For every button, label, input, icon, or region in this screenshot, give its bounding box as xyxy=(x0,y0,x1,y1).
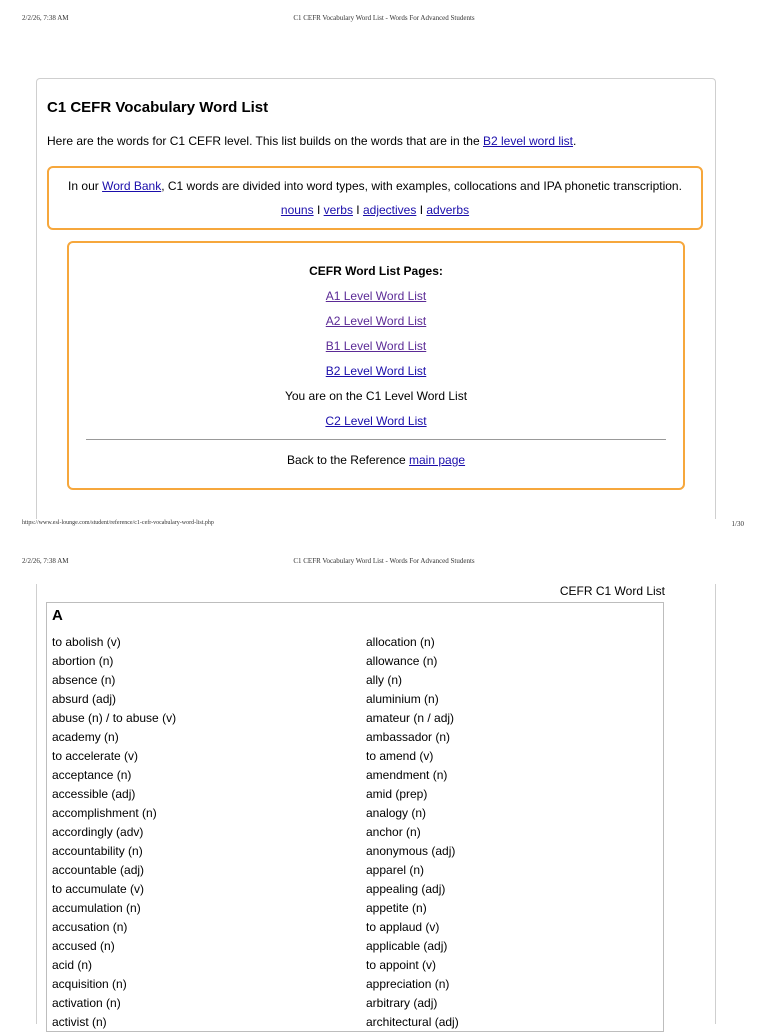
adverbs-link[interactable]: adverbs xyxy=(426,203,470,217)
print-page-number: 1/30 xyxy=(731,520,744,528)
word-entry: to accelerate (v) xyxy=(52,749,139,763)
word-entry: accountable (adj) xyxy=(52,863,145,877)
word-entry: apparel (n) xyxy=(366,863,425,877)
intro-paragraph xyxy=(47,134,576,148)
adjectives-link[interactable]: adjectives xyxy=(362,203,417,217)
word-entry: amendment (n) xyxy=(366,768,448,782)
word-entry: accordingly (adv) xyxy=(52,825,144,839)
a1-list-link[interactable]: A1 Level Word List xyxy=(325,289,427,303)
print-date: 2/2/26, 7:38 AM xyxy=(22,14,69,22)
word-entry: absence (n) xyxy=(52,673,116,687)
word-entry: appealing (adj) xyxy=(366,882,446,896)
page-title: C1 CEFR Vocabulary Word List xyxy=(47,99,269,116)
back-line xyxy=(69,453,683,467)
word-entry: to accumulate (v) xyxy=(52,882,145,896)
pages-title: CEFR Word List Pages: xyxy=(309,264,443,278)
print-date: 2/2/26, 7:38 AM xyxy=(22,557,69,565)
separator: I xyxy=(352,203,363,217)
letter-heading: A xyxy=(52,607,63,624)
word-entry: anonymous (adj) xyxy=(366,844,456,858)
word-entry: allowance (n) xyxy=(366,654,438,668)
word-entry: accusation (n) xyxy=(52,920,128,934)
word-entry: accomplishment (n) xyxy=(52,806,157,820)
word-entry: allocation (n) xyxy=(366,635,435,649)
b1-list-link[interactable]: B1 Level Word List xyxy=(325,339,427,353)
word-entry: acid (n) xyxy=(52,958,93,972)
word-bank-link[interactable]: Word Bank xyxy=(102,179,162,193)
separator: I xyxy=(416,203,427,217)
back-prefix: Back to the Reference xyxy=(286,453,410,467)
word-entry: absurd (adj) xyxy=(52,692,117,706)
print-page-title: C1 CEFR Vocabulary Word List - Words For Advanced Students xyxy=(293,14,475,22)
word-entry: architectural (adj) xyxy=(366,1015,459,1029)
word-entry: arbitrary (adj) xyxy=(366,996,438,1010)
word-entry: ambassador (n) xyxy=(366,730,451,744)
word-entry: acquisition (n) xyxy=(52,977,127,991)
word-entry: accused (n) xyxy=(52,939,115,953)
word-bank-notice xyxy=(47,166,703,230)
word-entry: abortion (n) xyxy=(52,654,114,668)
b2-list-link[interactable]: B2 Level Word List xyxy=(325,364,427,378)
verbs-link[interactable]: verbs xyxy=(323,203,353,217)
divider xyxy=(86,439,666,440)
c2-list-link[interactable]: C2 Level Word List xyxy=(325,414,427,428)
word-column-left xyxy=(52,633,176,1032)
separator: I xyxy=(313,203,324,217)
word-entry: abuse (n) / to abuse (v) xyxy=(52,711,177,725)
print-url: https://www.esl-lounge.com/student/reference/c1-cefr-vocabulary-word-list.php xyxy=(22,520,214,526)
a2-list-link[interactable]: A2 Level Word List xyxy=(325,314,427,328)
print-page-title: C1 CEFR Vocabulary Word List - Words For Advanced Students xyxy=(293,557,475,565)
word-entry: accessible (adj) xyxy=(52,787,136,801)
word-entry: to applaud (v) xyxy=(366,920,440,934)
notice-suffix: , C1 words are divided into word types, with examples, collocations and IPA phonetic transcription. xyxy=(161,179,682,193)
word-entry: ally (n) xyxy=(366,673,403,687)
word-entry: appreciation (n) xyxy=(366,977,450,991)
word-entry: activation (n) xyxy=(52,996,121,1010)
word-list-title: CEFR C1 Word List xyxy=(559,584,665,598)
word-entry: amateur (n / adj) xyxy=(366,711,455,725)
main-page-link[interactable]: main page xyxy=(409,453,466,467)
word-column-right xyxy=(366,633,459,1032)
notice-prefix: In our xyxy=(68,179,103,193)
word-entry: analogy (n) xyxy=(366,806,427,820)
word-entry: to amend (v) xyxy=(366,749,434,763)
word-entry: accumulation (n) xyxy=(52,901,141,915)
b2-word-list-link[interactable]: B2 level word list xyxy=(482,134,574,148)
word-entry: activist (n) xyxy=(52,1015,107,1029)
word-entry: aluminium (n) xyxy=(366,692,439,706)
word-entry: applicable (adj) xyxy=(366,939,448,953)
word-entry: acceptance (n) xyxy=(52,768,132,782)
word-entry: accountability (n) xyxy=(52,844,143,858)
intro-text: Here are the words for C1 CEFR level. This list builds on the words that are in the xyxy=(47,134,483,148)
word-entry: appetite (n) xyxy=(366,901,427,915)
nouns-link[interactable]: nouns xyxy=(280,203,314,217)
word-entry: amid (prep) xyxy=(366,787,428,801)
intro-end: . xyxy=(573,134,577,148)
word-entry: academy (n) xyxy=(52,730,119,744)
cefr-pages-box xyxy=(67,241,685,490)
word-entry: to appoint (v) xyxy=(366,958,437,972)
word-entry: anchor (n) xyxy=(366,825,421,839)
current-page-note: You are on the C1 Level Word List xyxy=(284,389,468,403)
word-entry: to abolish (v) xyxy=(52,635,121,649)
